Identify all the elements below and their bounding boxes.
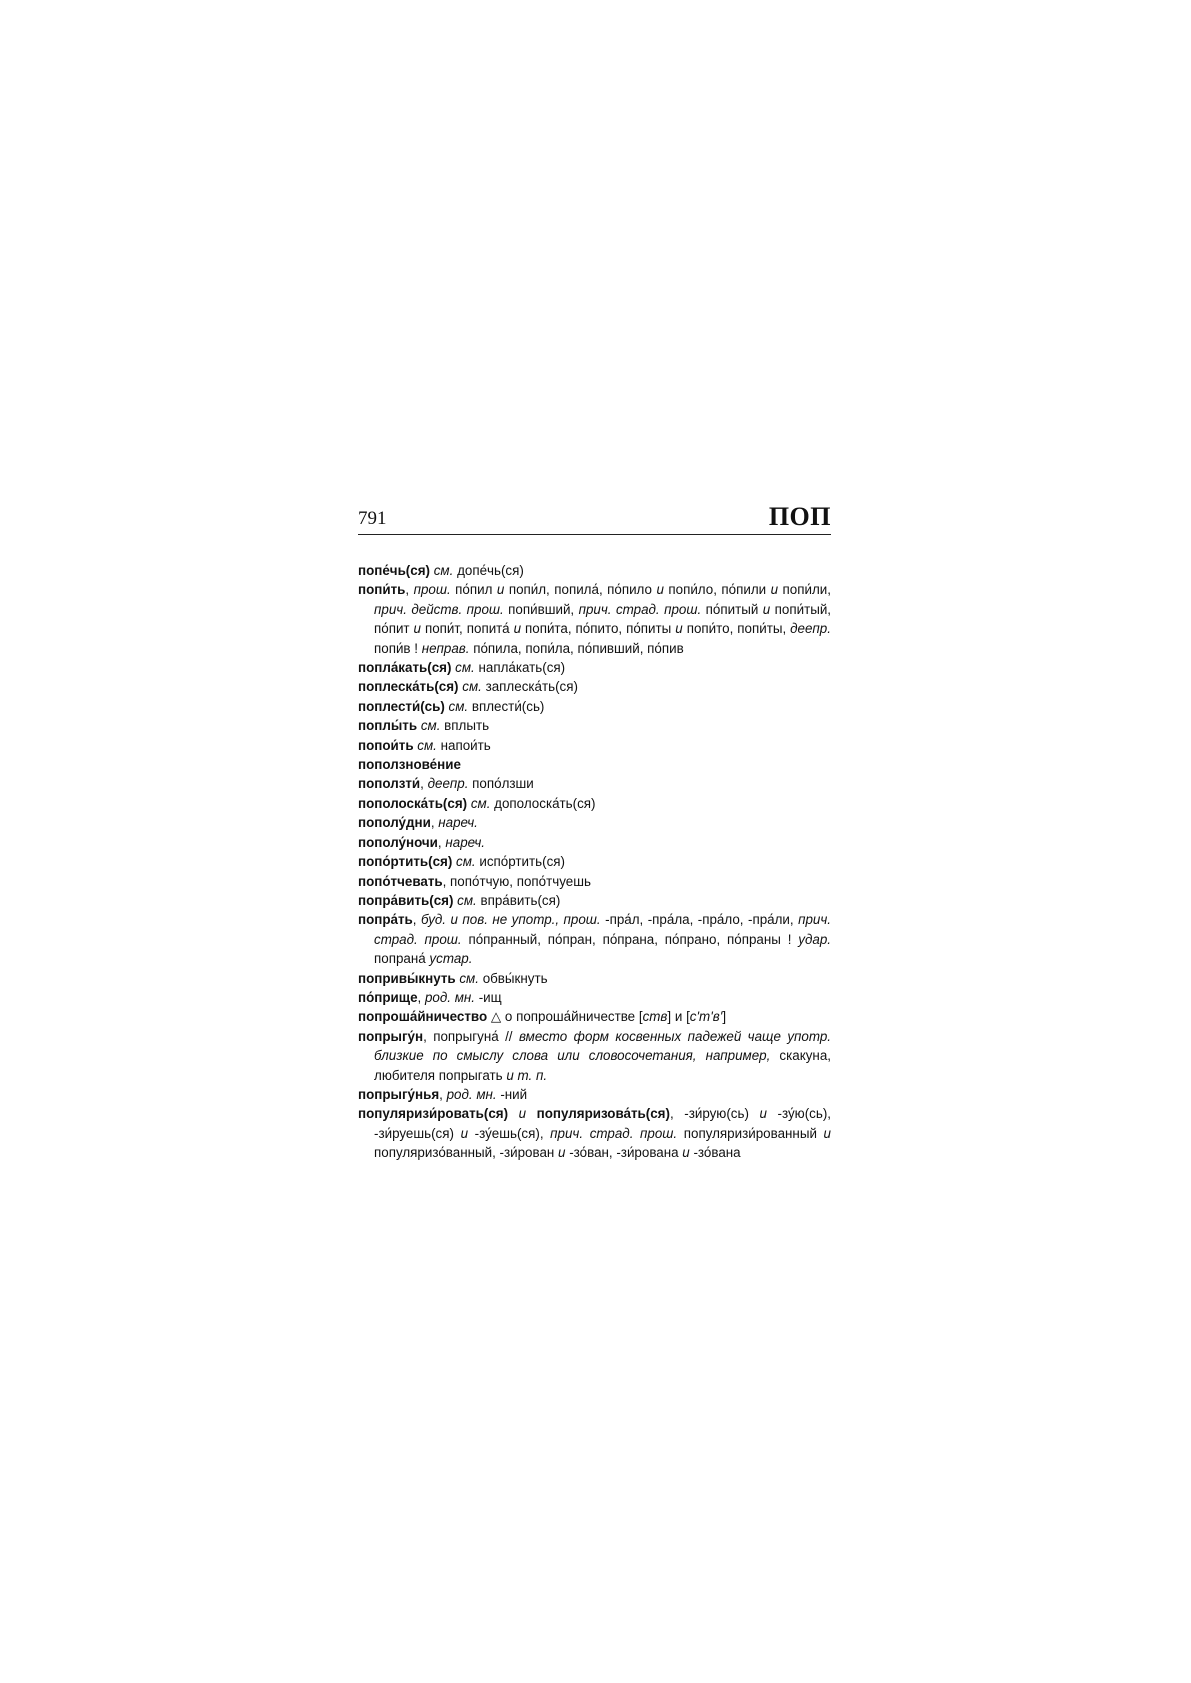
entry-grammar-label: см. bbox=[417, 737, 437, 753]
entry-grammar-label: буд. и пов. не употр., прош. bbox=[420, 912, 601, 928]
entry-text: популяризо́ванный, -зи́рован bbox=[374, 1145, 559, 1161]
entry-headword: попроша́йничество bbox=[358, 1009, 488, 1025]
entry-text: испо́ртить(ся) bbox=[475, 854, 565, 870]
entry-headword: поплести́(сь) bbox=[358, 698, 445, 714]
dictionary-entry bbox=[358, 736, 831, 755]
entry-grammar-label: прич. страд. прош. bbox=[374, 912, 831, 947]
entry-text: -зо́ван, -зи́рована bbox=[565, 1145, 683, 1161]
entry-text: , bbox=[417, 989, 425, 1005]
entry-text: попи́ли, bbox=[778, 582, 831, 598]
entry-grammar-label: и bbox=[508, 1106, 537, 1122]
dictionary-entry bbox=[358, 891, 831, 910]
entry-grammar-label: прош. bbox=[413, 582, 451, 598]
entry-grammar-label: и bbox=[675, 621, 683, 637]
dictionary-entry bbox=[358, 794, 831, 813]
entry-text: , bbox=[412, 912, 421, 928]
dictionary-entry bbox=[358, 716, 831, 735]
entry-text: , bbox=[439, 1086, 447, 1102]
entry-text: скакуна, любителя попрыгать bbox=[374, 1048, 831, 1083]
dictionary-entry bbox=[358, 1007, 831, 1026]
entry-grammar-label: см. bbox=[457, 892, 477, 908]
entry-grammar-label: вместо форм косвенных падежей чаще употр. близкие по смыслу слова или словосочетания, например, bbox=[374, 1028, 831, 1064]
entry-text: попи́ло, по́пили bbox=[663, 582, 771, 598]
entry-grammar-label: род. мн. bbox=[424, 989, 475, 1005]
running-head: ПОП bbox=[761, 502, 831, 532]
entry-list bbox=[358, 561, 831, 1163]
entry-text: по́пил bbox=[450, 582, 497, 598]
entry-grammar-label: с'т'в' bbox=[689, 1009, 723, 1025]
entry-text: впра́вить(ся) bbox=[476, 892, 561, 908]
entry-headword: попои́ть bbox=[358, 737, 414, 753]
entry-text: , bbox=[420, 776, 428, 792]
dictionary-entry bbox=[358, 580, 831, 658]
entry-grammar-label: см. bbox=[455, 660, 475, 676]
entry-grammar-label: ств bbox=[642, 1009, 668, 1025]
entry-grammar-label: и bbox=[656, 582, 664, 598]
entry-grammar-label: см. bbox=[448, 698, 469, 714]
entry-grammar-label: и bbox=[682, 1145, 690, 1161]
entry-text: попрана́ bbox=[374, 951, 430, 967]
entry-text: ] bbox=[722, 1009, 727, 1025]
entry-grammar-label: см. bbox=[459, 970, 479, 986]
entry-grammar-label: прич. действ. прош. bbox=[374, 601, 504, 617]
entry-grammar-label: и bbox=[513, 621, 522, 637]
entry-grammar-label: и bbox=[762, 601, 771, 617]
entry-text: допе́чь(ся) bbox=[453, 563, 524, 578]
entry-headword: пополоска́ть(ся) bbox=[358, 795, 468, 811]
entry-headword: популяризи́ровать(ся) bbox=[358, 1106, 509, 1122]
entry-text: попи́л, попила́, по́пило bbox=[504, 582, 657, 598]
entry-text: вплести́(сь) bbox=[468, 698, 545, 714]
entry-grammar-label: и bbox=[823, 1125, 831, 1141]
dictionary-entry bbox=[358, 1085, 831, 1104]
entry-grammar-label: см. bbox=[433, 563, 454, 578]
dictionary-entry bbox=[358, 561, 831, 580]
entry-grammar-label: см. bbox=[456, 854, 476, 870]
dictionary-entry bbox=[358, 833, 831, 852]
entry-text: -пра́л, -пра́ла, -пра́ло, -пра́ли, bbox=[600, 912, 799, 928]
entry-text: попо́лзши bbox=[468, 776, 534, 792]
entry-text: , попрыгуна́ // bbox=[423, 1028, 519, 1044]
entry-grammar-label: и bbox=[496, 582, 505, 598]
entry-grammar-label: прич. страд. прош. bbox=[550, 1125, 678, 1141]
entry-text: напла́кать(ся) bbox=[474, 660, 566, 676]
dictionary-entry bbox=[358, 872, 831, 891]
entry-text: , bbox=[437, 834, 446, 850]
entry-text: попи́в ! bbox=[374, 640, 422, 656]
dictionary-page bbox=[358, 500, 831, 1163]
dictionary-entry bbox=[358, 658, 831, 677]
dictionary-entry bbox=[358, 774, 831, 793]
entry-grammar-label: и т. п. bbox=[506, 1067, 548, 1083]
dictionary-entry bbox=[358, 677, 831, 696]
entry-grammar-label: нареч. bbox=[445, 834, 485, 850]
entry-text: попи́т, попита́ bbox=[421, 621, 514, 637]
entry-headword: попе́чь(ся) bbox=[358, 563, 430, 578]
entry-grammar-label: и bbox=[413, 621, 421, 637]
entry-headword: поплы́ть bbox=[358, 718, 418, 734]
dictionary-entry bbox=[358, 755, 831, 774]
entry-text: попи́тый, по́пит bbox=[374, 601, 832, 637]
entry-grammar-label: род. мн. bbox=[446, 1086, 497, 1102]
entry-headword: поползнове́ние bbox=[358, 757, 461, 773]
entry-text: по́пранный, по́пран, по́прана, по́прано, по́праны ! bbox=[461, 931, 799, 947]
entry-headword: попо́тчевать bbox=[358, 873, 443, 889]
entry-text: популяризи́рованный bbox=[677, 1125, 824, 1141]
entry-grammar-label: и bbox=[759, 1106, 767, 1122]
entry-text: , попо́тчую, попо́тчуешь bbox=[442, 873, 591, 889]
entry-grammar-label: нареч. bbox=[438, 815, 478, 831]
entry-text: попи́та, по́пито, по́питы bbox=[521, 621, 676, 637]
entry-grammar-label: удар. bbox=[798, 931, 831, 947]
entry-text: , bbox=[430, 815, 439, 831]
dictionary-entry bbox=[358, 697, 831, 716]
entry-headword: пополу́дни bbox=[358, 815, 431, 831]
entry-headword: популяризова́ть(ся) bbox=[536, 1106, 670, 1122]
entry-text: , bbox=[405, 582, 414, 598]
entry-text: попи́то, попи́ты, bbox=[682, 621, 791, 637]
entry-headword: попра́ть bbox=[358, 912, 413, 928]
entry-grammar-label: устар. bbox=[429, 951, 473, 967]
entry-text: -зу́ю(сь), -зи́руешь(ся) bbox=[374, 1106, 831, 1141]
entry-text: вплыть bbox=[440, 718, 490, 734]
entry-text: попи́вший, bbox=[503, 601, 579, 617]
entry-headword: попра́вить(ся) bbox=[358, 892, 454, 908]
entry-headword: попо́ртить(ся) bbox=[358, 854, 453, 870]
entry-text: △ о попроша́йничестве [ bbox=[487, 1009, 643, 1025]
page-number: 791 bbox=[358, 508, 395, 530]
dictionary-entry bbox=[358, 813, 831, 832]
entry-grammar-label: и bbox=[460, 1125, 469, 1141]
dictionary-entry bbox=[358, 1104, 831, 1162]
entry-text: напои́ть bbox=[436, 737, 491, 753]
entry-text: ] и [ bbox=[667, 1009, 690, 1025]
dictionary-entry bbox=[358, 988, 831, 1007]
entry-grammar-label: см. bbox=[470, 795, 491, 811]
entry-headword: попла́кать(ся) bbox=[358, 660, 452, 676]
entry-text: по́питый bbox=[701, 601, 763, 617]
entry-grammar-label: см. bbox=[462, 679, 482, 695]
entry-headword: попрыгу́н bbox=[358, 1028, 424, 1044]
entry-headword: попи́ть bbox=[358, 582, 406, 598]
entry-text: -зу́ешь(ся), bbox=[468, 1125, 551, 1141]
entry-grammar-label: неправ. bbox=[421, 640, 470, 656]
entry-text: -ний bbox=[496, 1086, 528, 1102]
entry-grammar-label: прич. страд. прош. bbox=[578, 601, 702, 617]
dictionary-entry bbox=[358, 1027, 831, 1085]
entry-text: заплеска́ть(ся) bbox=[481, 679, 578, 695]
dictionary-entry bbox=[358, 910, 831, 968]
entry-grammar-label: см. bbox=[420, 718, 441, 734]
entry-text: дополоска́ть(ся) bbox=[490, 795, 596, 811]
entry-text: по́пила, попи́ла, по́пивший, по́пив bbox=[469, 640, 684, 656]
entry-grammar-label: деепр. bbox=[790, 621, 831, 637]
dictionary-entry bbox=[358, 969, 831, 988]
page-header bbox=[358, 500, 831, 535]
entry-headword: попрыгу́нья bbox=[358, 1086, 440, 1102]
entry-text: обвы́кнуть bbox=[478, 970, 548, 986]
entry-headword: по́прище bbox=[358, 989, 418, 1005]
entry-headword: пополу́ночи bbox=[358, 834, 438, 850]
entry-text: -зо́вана bbox=[689, 1145, 741, 1161]
entry-headword: поползти́ bbox=[358, 776, 421, 792]
entry-headword: поплеска́ть(ся) bbox=[358, 679, 459, 695]
entry-headword: попривы́кнуть bbox=[358, 970, 456, 986]
entry-grammar-label: и bbox=[558, 1145, 566, 1161]
dictionary-entry bbox=[358, 852, 831, 871]
entry-text: -ищ bbox=[474, 989, 502, 1005]
entry-grammar-label: и bbox=[770, 582, 779, 598]
entry-text: , -зи́рую(сь) bbox=[669, 1106, 760, 1122]
entry-grammar-label: деепр. bbox=[427, 776, 469, 792]
